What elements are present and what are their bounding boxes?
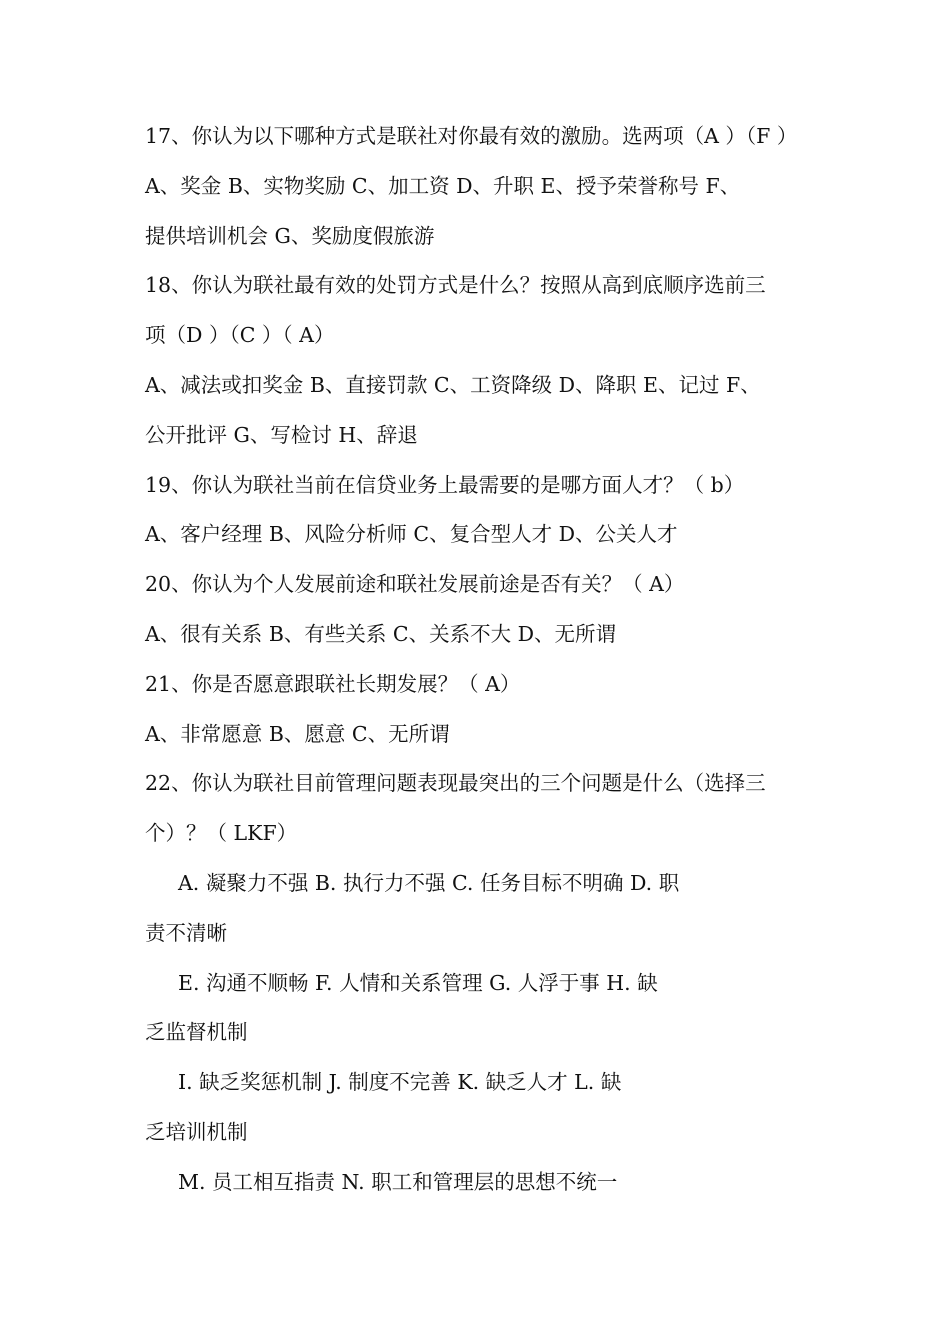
question-17-text: 17、你认为以下哪种方式是联社对你最有效的激励。选两项（A ）（F ） <box>145 124 798 148</box>
question-22-answer: 个）？（ LKF） <box>145 821 298 846</box>
question-22-options-row-4: M. 员工相互指责 N. 职工和管理层的思想不统一 <box>178 1169 618 1194</box>
question-19-options: A、客户经理 B、风险分析师 C、复合型人才 D、公关人才 <box>145 522 678 547</box>
question-18-text: 18、你认为联社最有效的处罚方式是什么？按照从高到底顺序选前三 <box>145 273 766 298</box>
question-22-options-row-1: A. 凝聚力不强 B. 执行力不强 C. 任务目标不明确 D. 职 <box>178 870 680 895</box>
question-22-text: 22、你认为联社目前管理问题表现最突出的三个问题是什么（选择三 <box>145 771 766 796</box>
question-19-text: 19、你认为联社当前在信贷业务上最需要的是哪方面人才？（ b） <box>145 472 745 497</box>
question-22-options-row-3-cont: 乏培训机制 <box>145 1119 248 1144</box>
question-17-options: A、奖金 B、实物奖励 C、加工资 D、升职 E、授予荣誉称号 F、 <box>145 173 741 198</box>
question-21-text: 21、你是否愿意跟联社长期发展？（ A） <box>145 671 521 696</box>
question-17-options-cont: 提供培训机会 G、奖励度假旅游 <box>145 223 435 248</box>
document-page <box>145 112 815 1208</box>
question-22-options-row-1-cont: 责不清晰 <box>145 920 227 945</box>
question-22-options-row-3: I. 缺乏奖惩机制 J. 制度不完善 K. 缺乏人才 L. 缺 <box>178 1070 622 1095</box>
question-22-options-row-2: E. 沟通不顺畅 F. 人情和关系管理 G. 人浮于事 H. 缺 <box>178 970 658 995</box>
question-20-text: 20、你认为个人发展前途和联社发展前途是否有关？（ A） <box>145 572 685 597</box>
question-20-options: A、很有关系 B、有些关系 C、关系不大 D、无所谓 <box>145 621 617 646</box>
question-18-options-cont: 公开批评 G、写检讨 H、辞退 <box>145 422 418 447</box>
question-22-options-row-2-cont: 乏监督机制 <box>145 1020 248 1045</box>
question-21-options: A、非常愿意 B、愿意 C、无所谓 <box>145 721 450 746</box>
question-18-options: A、减法或扣奖金 B、直接罚款 C、工资降级 D、降职 E、记过 F、 <box>145 372 761 397</box>
question-18-answer: 项（D ）（C ）（ A） <box>145 323 335 348</box>
